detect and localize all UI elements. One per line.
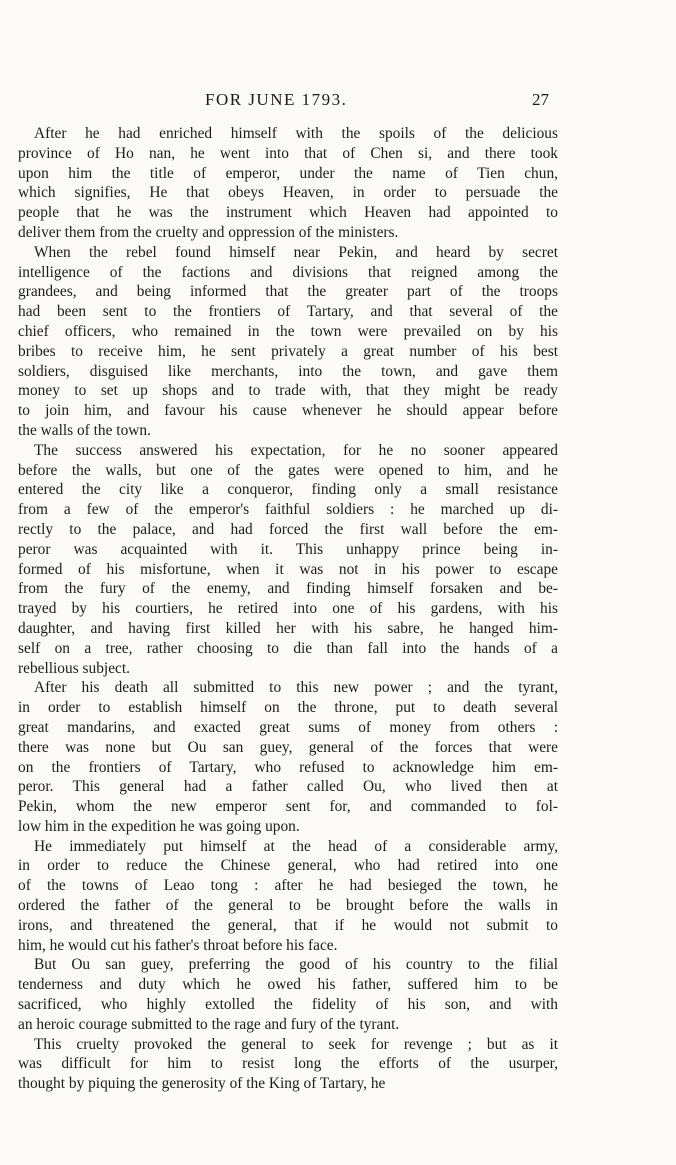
text-line: before the walls, but one of the gates were opened to him, and he: [18, 461, 558, 479]
text-line: soldiers, disguised like merchants, into the town, and gave them: [18, 362, 558, 380]
text-line: rectly to the palace, and had forced the first wall before the em-: [18, 520, 558, 538]
text-line: He immediately put himself at the head of a considerable army,: [34, 837, 558, 855]
text-line: daughter, and having first killed her with his sabre, he hanged him-: [18, 619, 558, 637]
text-line: peror. This general had a father called Ou, who lived then at: [18, 778, 558, 796]
text-line: on the frontiers of Tartary, who refused to acknowledge him em-: [18, 758, 558, 776]
text-line: people that he was the instrument which Heaven had appointed to: [18, 204, 558, 222]
text-line: from the fury of the enemy, and finding himself forsaken and be-: [18, 580, 558, 598]
text-line: had been sent to the frontiers of Tartary, and that several of the: [18, 303, 558, 321]
text-line: which signifies, He that obeys Heaven, in order to persuade the: [18, 184, 558, 202]
text-line: was difficult for him to resist long the efforts of the usurper,: [18, 1055, 558, 1073]
text-line: When the rebel found himself near Pekin, and heard by secret: [34, 243, 558, 261]
text-line: After he had enriched himself with the spoils of the delicious: [34, 125, 558, 142]
paragraph: [18, 955, 558, 1034]
text-line: This cruelty provoked the general to seek for revenge ; but as it: [34, 1035, 558, 1053]
text-line: peror was acquainted with it. This unhappy prince being in-: [18, 540, 558, 558]
text-line: entered the city like a conqueror, finding only a small resistance: [18, 481, 558, 499]
text-line: in order to establish himself on the throne, put to death several: [18, 699, 558, 717]
text-line: an heroic courage submitted to the rage and fury of the tyrant.: [18, 1015, 400, 1033]
text-line: After his death all submitted to this new power ; and the tyrant,: [34, 679, 558, 697]
text-line: money to set up shops and to trade with, that they might be ready: [18, 382, 558, 400]
text-line: rebellious subject.: [18, 659, 130, 677]
text-line: ordered the father of the general to be brought before the walls in: [18, 897, 558, 915]
text-line: The success answered his expectation, for he no sooner appeared: [34, 441, 558, 459]
text-line: But Ou san guey, preferring the good of his country to the filial: [34, 956, 558, 974]
text-line: from a few of the emperor's faithful soldiers : he marched up di-: [18, 501, 558, 519]
text-line: upon him the title of emperor, under the name of Tien chun,: [18, 164, 558, 182]
text-line: deliver them from the cruelty and oppression of the ministers.: [18, 223, 399, 241]
text-line: trayed by his courtiers, he retired into one of his gardens, with his: [18, 600, 558, 618]
paragraph: [18, 678, 558, 836]
text-line: him, he would cut his father's throat before his face.: [18, 936, 338, 954]
body-text: [18, 124, 558, 1094]
text-line: self on a tree, rather choosing to die than fall into the hands of a: [18, 639, 558, 657]
text-line: in order to reduce the Chinese general, who had retired into one: [18, 857, 558, 875]
text-line: the walls of the town.: [18, 421, 151, 439]
running-title: FOR JUNE 1793.: [205, 90, 348, 109]
text-line: sacrificed, who highly extolled the fidelity of his son, and with: [18, 996, 558, 1014]
text-line: there was none but Ou san guey, general of the forces that were: [18, 738, 558, 756]
text-line: bribes to receive him, he sent privately a great number of his best: [18, 342, 558, 360]
text-line: irons, and threatened the general, that if he would not submit to: [18, 916, 558, 934]
text-line: Pekin, whom the new emperor sent for, and commanded to fol-: [18, 798, 558, 816]
page-number: 27: [532, 90, 549, 109]
text-line: to join him, and favour his cause whenever he should appear before: [18, 402, 558, 420]
text-line: grandees, and being informed that the greater part of the troops: [18, 283, 558, 301]
text-line: intelligence of the factions and divisions that reigned among the: [18, 263, 558, 281]
paragraph: [18, 124, 558, 243]
paragraph: [18, 837, 558, 956]
paragraph: [18, 441, 558, 679]
text-line: tenderness and duty which he owed his father, suffered him to be: [18, 976, 558, 994]
text-line: formed of his misfortune, when it was not in his power to escape: [18, 560, 558, 578]
text-line: low him in the expedition he was going upon.: [18, 817, 300, 835]
text-line: chief officers, who remained in the town were prevailed on by his: [18, 322, 558, 340]
text-line: province of Ho nan, he went into that of Chen si, and there took: [18, 144, 558, 162]
page-header: [0, 90, 676, 114]
text-line: of the towns of Leao tong : after he had besieged the town, he: [18, 877, 558, 895]
paragraph: [18, 243, 558, 441]
text-line: great mandarins, and exacted great sums of money from others :: [18, 718, 558, 736]
text-line: thought by piquing the generosity of the King of Tartary, he: [18, 1075, 386, 1093]
paragraph: [18, 1035, 558, 1094]
